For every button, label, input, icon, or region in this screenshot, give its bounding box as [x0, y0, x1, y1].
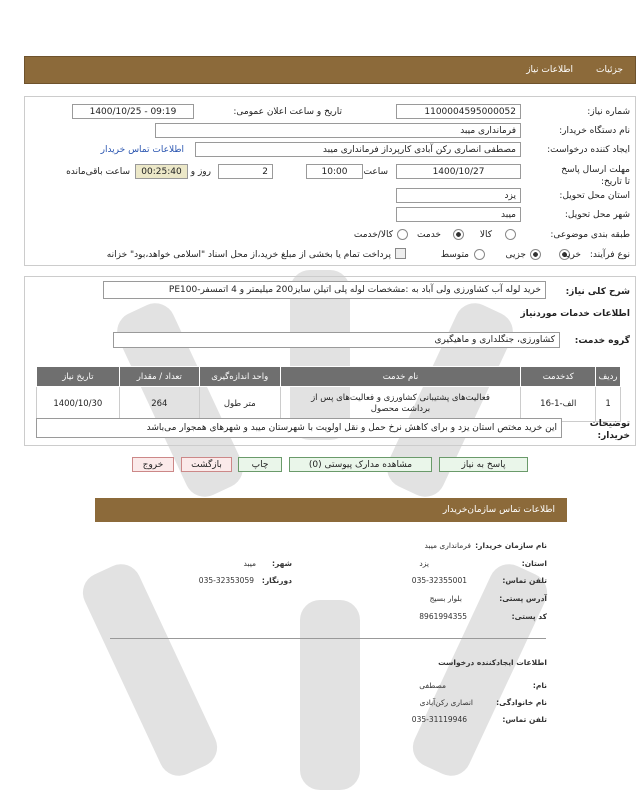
contact-title: اطلاعات تماس سازمان‌خریدار — [442, 505, 555, 515]
cell-date: 1400/10/30 — [37, 387, 120, 422]
col-unit: واحد اندازه‌گیری — [199, 367, 280, 387]
table-header-row — [37, 367, 621, 387]
details-label[interactable]: جزئیات — [596, 65, 623, 75]
attachments-button[interactable]: مشاهده مدارک پیوستی (0) — [289, 457, 432, 472]
watermark-bar — [76, 558, 223, 783]
cell-qty: 264 — [119, 387, 199, 422]
table-row — [37, 387, 621, 422]
radio-goods-service[interactable] — [397, 229, 408, 240]
req-phone-label: تلفن تماس: — [502, 715, 547, 724]
summary-label: شرح کلی نیاز: — [565, 287, 630, 297]
notes-label: توضیحات خریدار: — [589, 419, 630, 441]
days-label: روز و — [190, 167, 211, 177]
req-phone-value: 035-31119946 — [411, 715, 467, 724]
group-label: گروه خدمت: — [574, 336, 630, 346]
req-name-value: مصطفی — [419, 681, 446, 690]
req-family-value: انصاری رکن‌آبادی — [419, 698, 473, 707]
requester-field: مصطفی انصاری رکن آبادی کارپرداز فرمانداری میبد — [195, 142, 521, 157]
watermark-bar — [300, 600, 360, 790]
col-code: کدخدمت — [521, 367, 596, 387]
proc-buy-label: خرید — [563, 250, 581, 260]
req-family-label: نام خانوادگی: — [496, 698, 547, 707]
city-field: میبد — [396, 207, 521, 222]
contact-city-label: شهر: — [272, 559, 292, 568]
announce-field: 1400/10/25 - 09:19 — [72, 104, 194, 119]
page-header — [24, 56, 636, 84]
need-number-field: 1100004595000052 — [396, 104, 521, 119]
deadline-label: مهلت ارسال پاسخ تا تاریخ: — [561, 165, 630, 187]
req-name-label: نام: — [532, 681, 547, 690]
cell-row: 1 — [596, 387, 621, 422]
reply-button[interactable]: پاسخ به نیاز — [439, 457, 528, 472]
payment-checkbox[interactable] — [395, 248, 406, 259]
payment-note: پرداخت تمام یا بخشی از مبلغ خرید،از محل اسناد "اسلامی خواهد،بود" خزانه — [106, 250, 391, 260]
category-label: طبقه بندی موضوعی: — [550, 230, 630, 240]
contact-org-label: نام سازمان خریدار: — [475, 541, 547, 550]
remaining-label: ساعت باقی‌مانده — [66, 167, 130, 177]
contact-postal-label: کد پستی: — [511, 612, 547, 621]
proc-minor-label: جزیی — [505, 250, 526, 260]
info-panel — [24, 96, 636, 266]
province-field: یزد — [396, 188, 521, 203]
process-label: نوع فرآیند: — [589, 250, 630, 260]
contact-province-label: استان: — [521, 559, 547, 568]
contact-fax-label: دورنگار: — [261, 576, 292, 585]
notes-field: این خرید مختص استان یزد و برای کاهش نرخ حمل و نقل اولویت با شهرستان میبد و شهرهای همجوار می‌باشد — [36, 418, 562, 438]
summary-field: خرید لوله آب کشاورزی ولی آباد به :مشخصات لوله پلی اتیلن سایز200 میلیمتر و 4 اتمسفر-PE100 — [103, 281, 546, 299]
cat-service-label: خدمت — [417, 230, 441, 240]
contact-header — [95, 498, 567, 522]
contact-phone-label: تلفن تماس: — [502, 576, 547, 585]
days-field: 2 — [218, 164, 273, 179]
radio-minor[interactable] — [530, 249, 541, 260]
deadline-date-field: 1400/10/27 — [396, 164, 521, 179]
radio-medium[interactable] — [474, 249, 485, 260]
contact-fax-value: 035-32353059 — [198, 576, 254, 585]
buyer-org-field: فرمانداری میبد — [155, 123, 521, 138]
col-qty: تعداد / مقدار — [119, 367, 199, 387]
cell-code: الف-1-16 — [521, 387, 596, 422]
col-row: ردیف — [596, 367, 621, 387]
proc-medium-label: متوسط — [440, 250, 469, 260]
city-label: شهر محل تحویل: — [564, 210, 630, 220]
cell-unit: متر طول — [199, 387, 280, 422]
contact-province-value: یزد — [419, 559, 429, 568]
cat-goods-label: کالا — [479, 230, 492, 240]
radio-goods[interactable] — [505, 229, 516, 240]
services-table — [36, 366, 621, 422]
back-button[interactable]: بازگشت — [181, 457, 232, 472]
exit-button[interactable]: خروج — [132, 457, 174, 472]
buyer-org-label: نام دستگاه خریدار: — [559, 126, 630, 136]
divider — [110, 638, 546, 639]
contact-address-value: بلوار بسیج — [429, 594, 462, 603]
buyer-contact-link[interactable]: اطلاعات تماس خریدار — [100, 145, 184, 155]
need-info-label: اطلاعات نیاز — [526, 65, 573, 75]
col-date: تاریخ نیاز — [37, 367, 120, 387]
contact-org-value: فرمانداری میبد — [424, 541, 471, 550]
services-title: اطلاعات خدمات موردنیاز — [520, 309, 630, 319]
group-field: کشاورزی، جنگلداری و ماهیگیری — [113, 332, 560, 348]
announce-label: تاریخ و ساعت اعلان عمومی: — [233, 107, 342, 117]
col-name: نام خدمت — [280, 367, 521, 387]
contact-address-label: آدرس پستی: — [499, 594, 547, 603]
requester-title: اطلاعات ایجادکننده درخواست — [438, 658, 547, 667]
radio-service[interactable] — [453, 229, 464, 240]
province-label: استان محل تحویل: — [559, 191, 630, 201]
cell-name: فعالیت‌های پشتیبانی کشاورزی و فعالیت‌های پس از برداشت محصول — [280, 387, 521, 422]
print-button[interactable]: چاپ — [238, 457, 282, 472]
cat-goods-service-label: کالا/خدمت — [353, 230, 393, 240]
remaining-time-field: 00:25:40 — [135, 164, 188, 179]
watermark-bar — [406, 558, 553, 783]
requester-label: ایجاد کننده درخواست: — [547, 145, 630, 155]
deadline-time-field: 10:00 — [306, 164, 363, 179]
contact-city-value: میبد — [243, 559, 256, 568]
time-label: ساعت — [363, 167, 388, 177]
contact-postal-value: 8961994355 — [419, 612, 467, 621]
contact-phone-value: 035-32355001 — [411, 576, 467, 585]
need-number-label: شماره نیاز: — [587, 107, 630, 117]
